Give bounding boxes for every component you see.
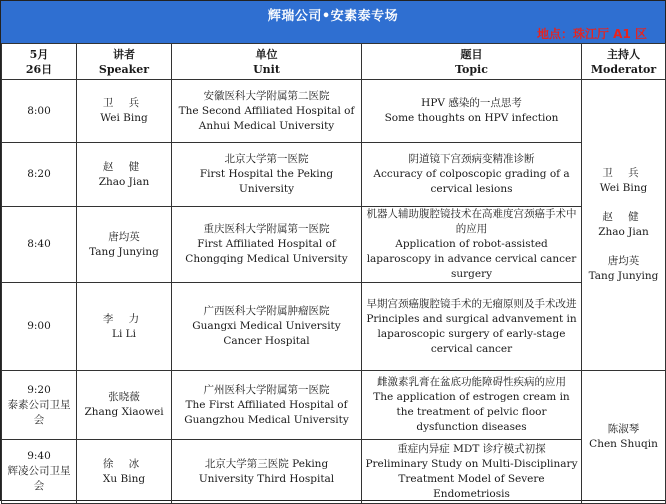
topic-cell: 重症内异症 MDT 诊疗模式初探 Preliminary Study on Multi-Disciplinary Treatment Model of Severe Endometriosis	[362, 440, 582, 504]
header-banner	[1, 1, 665, 43]
speaker-header: 讲者 Speaker	[77, 44, 172, 80]
moderator-cell-group2: 陈淑琴 Chen Shuqin	[582, 371, 666, 504]
moderator-cell-group1: 卫 兵 Wei Bing 赵 健 Zhao Jian 唐均英 Tang Junying	[582, 80, 666, 371]
topic-cell: HPV 感染的一点思考 Some thoughts on HPV infection	[362, 80, 582, 143]
topic-cell: 早期宫颈癌腹腔镜手术的无瘤原则及手术改进 Principles and surgical advanvement in laparoscopic surgery of early-stage cervical cancer	[362, 283, 582, 371]
table-row	[2, 143, 666, 207]
speaker-cell: 卫 兵 Wei Bing	[77, 80, 172, 143]
topic-cell: 阴道镜下宫颈病变精准诊断 Accuracy of colposcopic grading of a cervical lesions	[362, 143, 582, 207]
unit-cell: 北京大学第三医院 Peking University Third Hospital	[172, 440, 362, 504]
table-row	[2, 371, 666, 440]
time-cell: 9:20 泰素公司卫星会	[2, 371, 77, 440]
time-cell: 8:40	[2, 207, 77, 283]
topic-cell: 机器人辅助腹腔镜技术在高难度宫颈癌手术中的应用 Application of robot-assisted laparoscopy in advance cervical cancer surgery	[362, 207, 582, 283]
speaker-cell: 唐均英 Tang Junying	[77, 207, 172, 283]
time-cell: 9:00	[2, 283, 77, 371]
date-header: 5月 26日	[2, 44, 77, 80]
table-header-row	[2, 44, 666, 80]
unit-cell: 安徽医科大学附属第二医院 The Second Affiliated Hospital of Anhui Medical University	[172, 80, 362, 143]
unit-cell: 广州医科大学附属第一医院 The First Affiliated Hospital of Guangzhou Medical University	[172, 371, 362, 440]
speaker-cell: 赵 健 Zhao Jian	[77, 143, 172, 207]
speaker-cell: 张晓薇 Zhang Xiaowei	[77, 371, 172, 440]
table-row	[2, 207, 666, 283]
table-row	[2, 80, 666, 143]
time-cell: 8:20	[2, 143, 77, 207]
session-title: 辉瑞公司•安素泰专场	[267, 9, 399, 24]
table-row	[2, 283, 666, 371]
topic-header: 题目 Topic	[362, 44, 582, 80]
time-cell: 9:40 辉凌公司卫星会	[2, 440, 77, 504]
topic-cell: 雌激素乳膏在盆底功能障碍性疾病的应用 The application of estrogen cream in the treatment of pelvic floor dysfunction diseases	[362, 371, 582, 440]
unit-header: 单位 Unit	[172, 44, 362, 80]
venue-label: 地点：珠江厅 A1 区	[537, 27, 647, 41]
unit-cell: 重庆医科大学附属第一医院 First Affiliated Hospital of Chongqing Medical University	[172, 207, 362, 283]
speaker-cell: 李 力 Li Li	[77, 283, 172, 371]
time-cell: 8:00	[2, 80, 77, 143]
unit-cell: 北京大学第一医院 First Hospital the Peking University	[172, 143, 362, 207]
table-row	[2, 440, 666, 504]
moderator-header: 主持人 Moderator	[582, 44, 666, 80]
schedule-table	[1, 43, 666, 504]
unit-cell: 广西医科大学附属肿瘤医院 Guangxi Medical University Cancer Hospital	[172, 283, 362, 371]
speaker-cell: 徐 冰 Xu Bing	[77, 440, 172, 504]
